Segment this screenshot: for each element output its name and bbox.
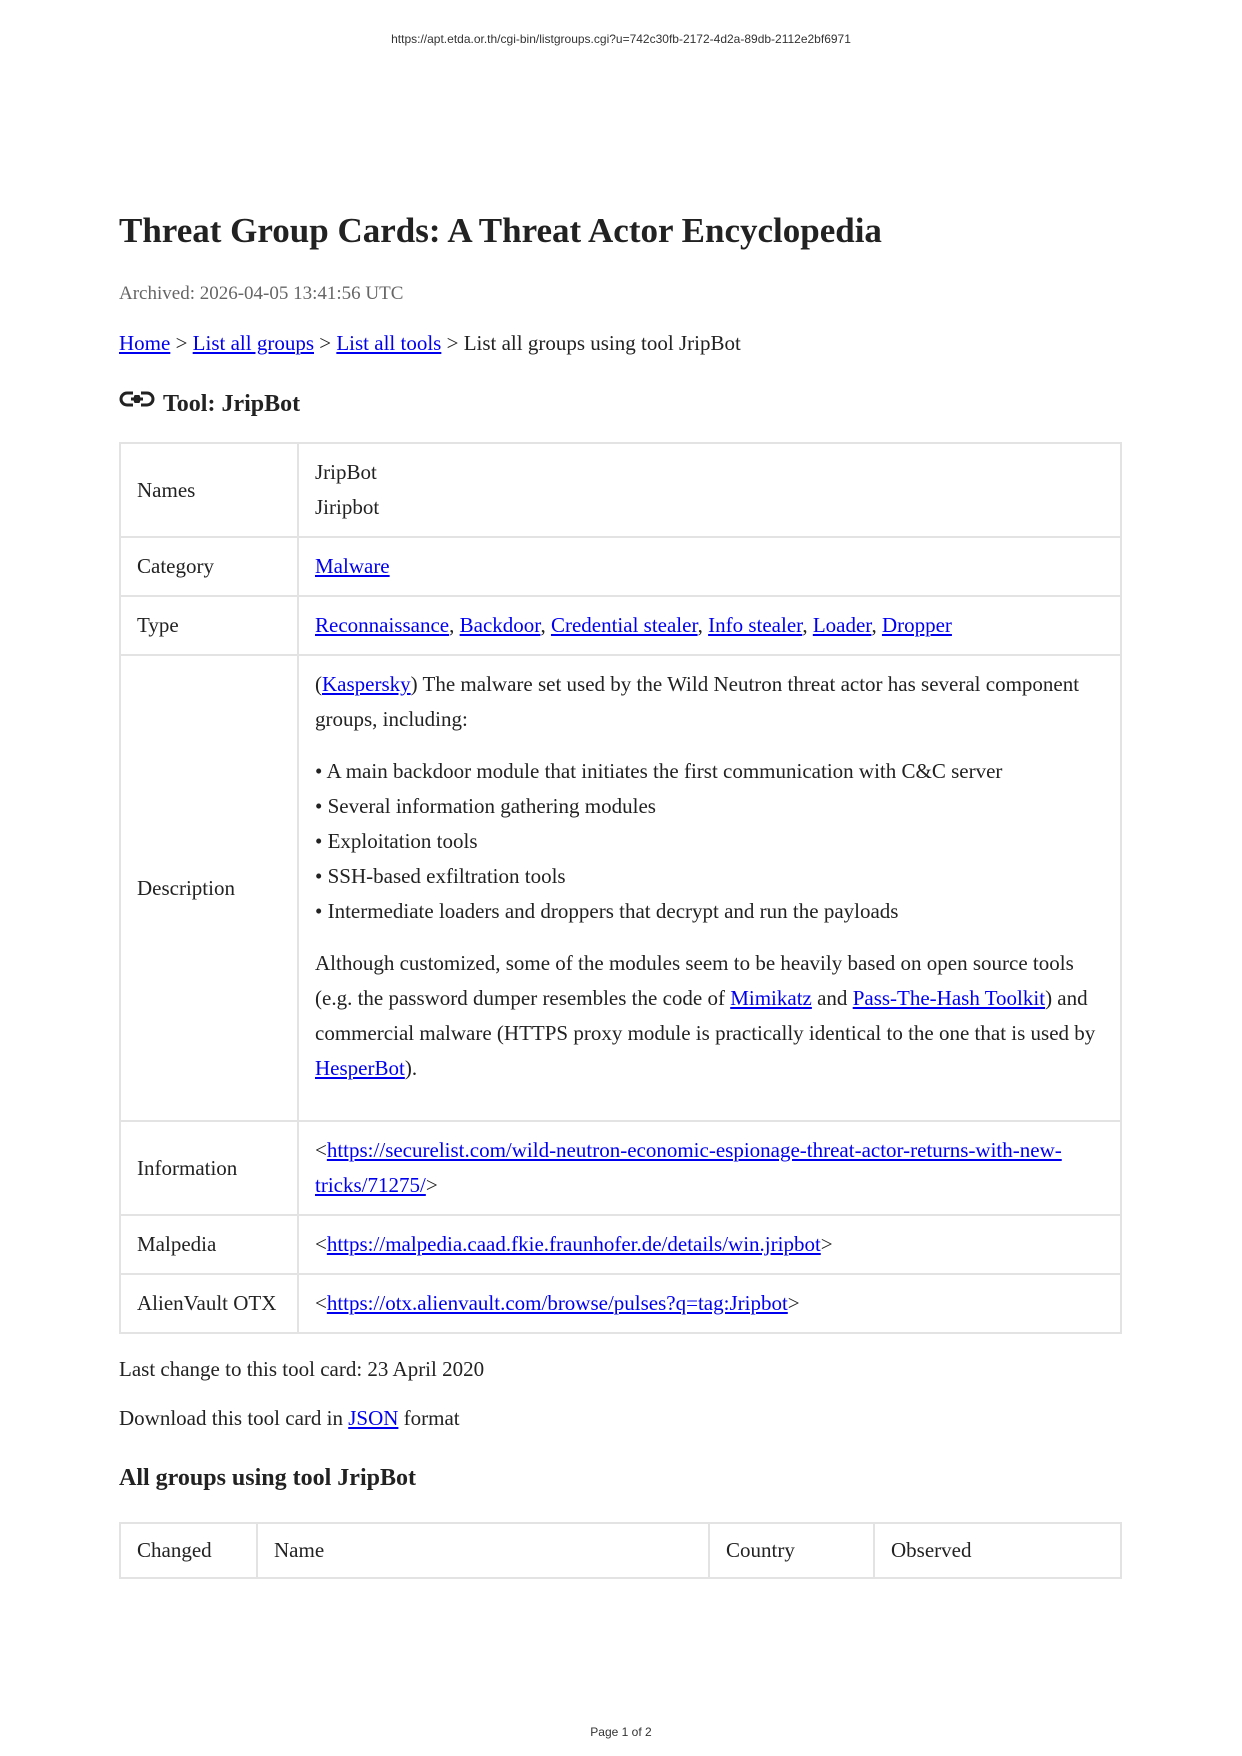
description-intro: (Kaspersky) The malware set used by the Wild Neutron threat actor has several component groups, including: (315, 672, 1080, 731)
names-value (298, 443, 1121, 537)
category-row (120, 537, 1121, 596)
type-link[interactable]: Dropper (881, 613, 952, 637)
name-item: Jiripbot (315, 495, 380, 519)
type-link[interactable]: Info stealer (708, 613, 803, 637)
information-value: <https://securelist.com/wild-neutron-economic-espionage-threat-actor-returns-with-new-tricks/71275/> (298, 1121, 1121, 1215)
list-item: • A main backdoor module that initiates the first communication with C&C server (315, 759, 1003, 783)
breadcrumb-home-link[interactable]: Home (119, 331, 171, 355)
breadcrumb-current: List all groups using tool JripBot (463, 331, 741, 355)
breadcrumb-tools-link[interactable]: List all tools (336, 331, 442, 355)
json-link[interactable]: JSON (348, 1406, 399, 1430)
tool-card-table (119, 442, 1122, 1334)
column-header-observed[interactable]: Observed (874, 1523, 1121, 1578)
malpedia-label: Malpedia (120, 1215, 298, 1274)
download-note (119, 1406, 1122, 1431)
breadcrumb (119, 331, 1122, 356)
download-text: Download this tool card in (119, 1406, 349, 1430)
column-header-name[interactable]: Name (257, 1523, 709, 1578)
description-text: and (811, 986, 853, 1010)
page-number: Page 1 of 2 (590, 1725, 652, 1739)
archived-timestamp: Archived: 2026-04-05 13:41:56 UTC (119, 283, 404, 304)
type-link[interactable]: Reconnaissance (315, 613, 450, 637)
last-change-note: Last change to this tool card: 23 April 2020 (119, 1357, 485, 1381)
column-header-changed[interactable]: Changed (120, 1523, 257, 1578)
breadcrumb-groups-link[interactable]: List all groups (192, 331, 314, 355)
category-value (298, 537, 1121, 596)
information-link[interactable]: https://securelist.com/wild-neutron-economic-espionage-threat-actor-returns-with-new-tricks/71275/ (315, 1138, 1062, 1197)
otx-row (120, 1274, 1121, 1333)
malpedia-link[interactable]: https://malpedia.caad.fkie.fraunhofer.de/details/win.jripbot (326, 1232, 821, 1256)
type-link[interactable]: Credential stealer (550, 613, 698, 637)
description-text: ) and commercial malware (HTTPS proxy module is practically identical to the one that is used by (315, 986, 1096, 1045)
list-item: • Exploitation tools (315, 829, 478, 853)
malpedia-value: <https://malpedia.caad.fkie.fraunhofer.de/details/win.jripbot> (298, 1215, 1121, 1274)
main-content (119, 210, 1122, 1579)
type-link[interactable]: Backdoor (459, 613, 541, 637)
list-item: • Several information gathering modules (315, 794, 656, 818)
kaspersky-link[interactable]: Kaspersky (322, 672, 411, 696)
hesperbot-link[interactable]: HesperBot (315, 1056, 405, 1080)
description-text: Although customized, some of the modules seem to be heavily based on open source tools (e.g. the password dumper resembles the code of (315, 951, 1074, 1010)
type-value: Reconnaissance, Backdoor, Credential stealer, Info stealer, Loader, Dropper (298, 596, 1121, 655)
names-row (120, 443, 1121, 537)
groups-heading: All groups using tool JripBot (119, 1465, 416, 1491)
pass-the-hash-link[interactable]: Pass-The-Hash Toolkit (852, 986, 1046, 1010)
mimikatz-link[interactable]: Mimikatz (730, 986, 812, 1010)
category-label: Category (120, 537, 298, 596)
otx-value: <https://otx.alienvault.com/browse/pulses?q=tag:Jripbot> (298, 1274, 1121, 1333)
type-label: Type (120, 596, 298, 655)
description-label: Description (120, 655, 298, 1121)
download-text: format (398, 1406, 460, 1430)
page-url-header: https://apt.etda.or.th/cgi-bin/listgroups.cgi?u=742c30fb-2172-4d2a-89db-2112e2bf6971 (391, 32, 851, 46)
list-item: • SSH-based exfiltration tools (315, 864, 566, 888)
information-row (120, 1121, 1121, 1215)
type-row (120, 596, 1121, 655)
description-intro-text: The malware set used by the Wild Neutron threat actor has several component groups, including: (315, 672, 1080, 731)
description-text: ). (404, 1056, 418, 1080)
page-title: Threat Group Cards: A Threat Actor Encyclopedia (119, 211, 882, 250)
link-icon (119, 390, 155, 410)
description-row (120, 655, 1121, 1121)
names-label: Names (120, 443, 298, 537)
tool-heading-text: Tool: JripBot (163, 391, 301, 417)
table-header-row (120, 1523, 1121, 1578)
otx-link[interactable]: https://otx.alienvault.com/browse/pulses?q=tag:Jripbot (326, 1291, 788, 1315)
breadcrumb-separator: > (314, 331, 337, 355)
list-item: • Intermediate loaders and droppers that decrypt and run the payloads (315, 899, 899, 923)
column-header-country[interactable]: Country (709, 1523, 874, 1578)
description-bullets (315, 754, 1104, 929)
tool-heading (119, 390, 1122, 418)
information-label: Information (120, 1121, 298, 1215)
breadcrumb-separator: > (441, 331, 464, 355)
description-paragraph (315, 946, 1104, 1086)
description-value (298, 655, 1121, 1121)
type-link[interactable]: Loader (812, 613, 872, 637)
category-link[interactable]: Malware (315, 554, 390, 578)
malpedia-row (120, 1215, 1121, 1274)
groups-table (119, 1522, 1122, 1579)
otx-label: AlienVault OTX (120, 1274, 298, 1333)
name-item: JripBot (315, 460, 377, 484)
breadcrumb-separator: > (170, 331, 193, 355)
